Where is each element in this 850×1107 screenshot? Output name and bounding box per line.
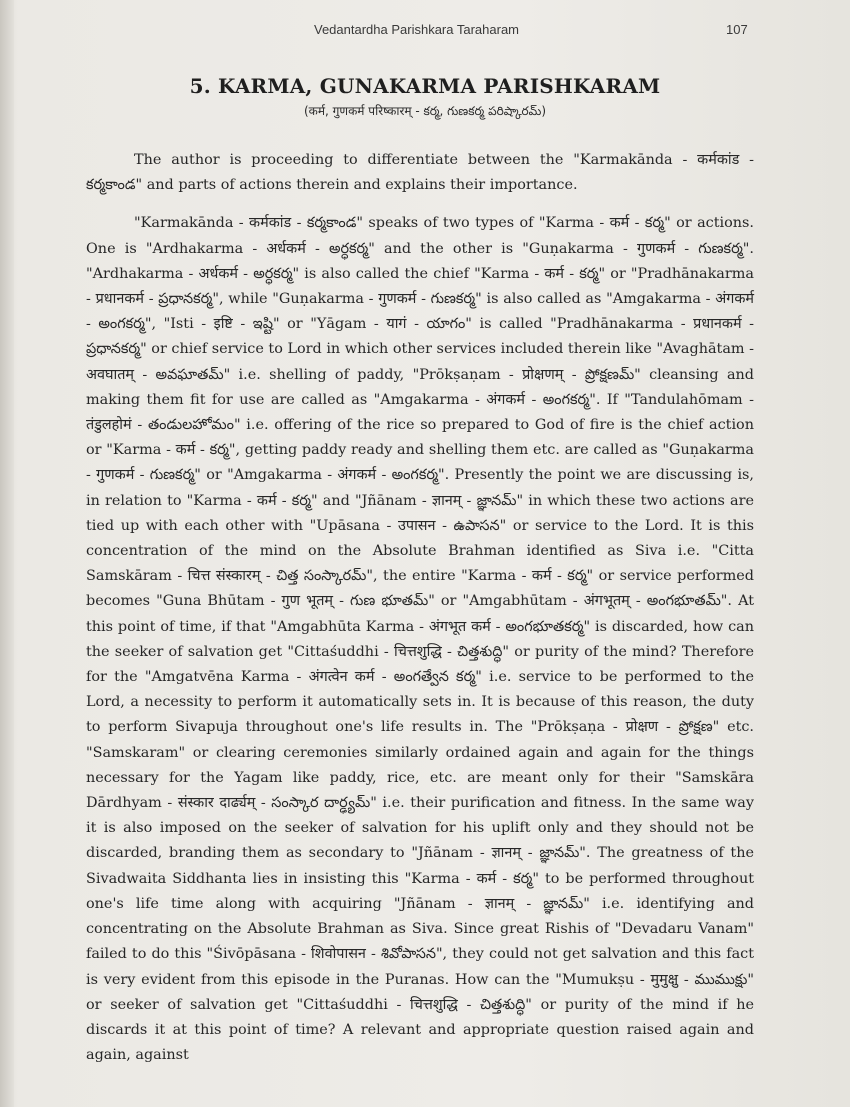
paragraph-2: "Karmakānda - कर्मकांड - కర్మకాండ" speaks of two types of "Karma - कर्म - కర్మ" or actions. One is "Ardhakarma - अर्धकर्म - అర్ధకర్మ" and the other is "Guṇakarma - गुणकर्म - గుణకర్మ". "Ardhakarma - अर्धकर्म - అర్ధకర్మ" is also called the chief "Karma - कर्म - కర్మ" or "Pradhānakarma - प्रधानकर्म - ప్రధానకర్మ", while "Guṇakarma - गुणकर्म - గుణకర్మ" is also called as "Amgakarma - अंगकर्म - అంగకర్మ", "Isti - इष्टि - ఇష్టి" or "Yāgam - यागं - యాగం" is called "Pradhānakarma - प्रधानकर्म - ప్రధానకర్మ" or chief service to Lord in which other services included therein like "Avaghātam - अवघातम् - అవఘాతమ్" i.e. shelling of paddy, "Prōkṣaṇam - प्रोक्षणम् - ప్రోక్షణమ్" cleansing and making them fit for use are called as "Amgakarma - अंगकर्म - అంగకర్మ". If "Tandulahōmam - तंडुलहोमं - తండులహోమం" i.e. offering of the rice so prepared to God of fire is the chief action or "Karma - कर्म - కర్మ", getting paddy ready and shelling them etc. are called as "Guṇakarma - गुणकर्म - గుణకర్మ" or "Amgakarma - अंगकर्म - అంగకర్మ". Presently the point we are discussing is, in relation to "Karma - कर्म - కర్మ" and "Jñānam - ज्ञानम् - జ్ఞానమ్" in which these two actions are tied up with each other with "Upāsana - उपासन - ఉపాసన" or service to the Lord. It is this concentration of the mind on the Absolute Brahman identified as Siva i.e. "Citta Samskāram - चित्त संस्कारम् - చిత్త సంస్కారమ్", the entire "Karma - कर्म - కర్మ" or service performed becomes "Guna Bhūtam - गुण भूतम् - గుణ భూతమ్" or "Amgabhūtam - अंगभूतम् - అంగభూతమ్". At this point of time, if that "Amgabhūta Karma - अंगभूत कर्म - అంగభూతకర్మ" is discarded, how can the seeker of salvation get "Cittaśuddhi - चित्तशुद्धि - చిత్తశుద్ధి" or purity of the mind? Therefore for the "Amgatvēna Karma - अंगत्वेन कर्म - అంగత్వేన కర్మ" i.e. service to be performed to the Lord, a necessity to perform it automatically sets in. It is because of this reason, the duty to perform Sivapuja throughout one's life results in. The "Prōkṣaṇa - प्रोक्षण - ప్రోక్షణ" etc. "Samskaram" or clearing ceremonies similarly ordained again and again for the things necessary for the Yagam like paddy, rice, etc. are meant only for their "Samskāra Dārdhyam - संस्कार दार्ढ्यम् - సంస్కార దార్ఢ్యమ్" i.e. their purification and fitness. In the same way it is also imposed on the seeker of salvation for his uplift only and they should not be discarded, branding them as secondary to "Jñānam - ज्ञानम् - జ్ఞానమ్". The greatness of the Sivadwaita Siddhanta lies in insisting this "Karma - कर्म - కర్మ" to be performed throughout one's life time along with acquiring "Jñānam - ज्ञानम् - జ్ఞానమ్" i.e. identifying and concentrating on the Absolute Brahman as Siva. Since great Rishis of "Devadaru Vanam" failed to do this "Śivōpāsana - शिवोपासन - శివోపాసన", they could not get salvation and this fact is very evident from this episode in the Puranas. How can the "Mumukṣu - मुमुक्षु - ముముక్షు" or seeker of salvation get "Cittaśuddhi - चित्तशुद्धि - చిత్తశుద్ధి" or purity of the mind if he discards it at this point of time? A relevant and appropriate question raised again and again, against xyxy=(86,215,754,1064)
paragraph-1: The author is proceeding to differentiate between the "Karmakānda - कर्मकांड - కర్మకాండ" and parts of actions therein and explains their importance. xyxy=(86,152,754,194)
page-number: 107 xyxy=(726,22,748,37)
running-title: Vedantardha Parishkara Taraharam xyxy=(314,22,519,37)
page-binding-edge xyxy=(0,0,14,1107)
chapter-title: 5. KARMA, GUNAKARMA PARISHKARAM xyxy=(189,74,661,98)
page-header xyxy=(0,22,850,42)
chapter-subtitle: (कर्म, गुणकर्म परिष्कारम् - కర్మ, గుణకర్మ పరిష్కారమ్) xyxy=(303,104,547,118)
body-text xyxy=(86,148,754,1068)
